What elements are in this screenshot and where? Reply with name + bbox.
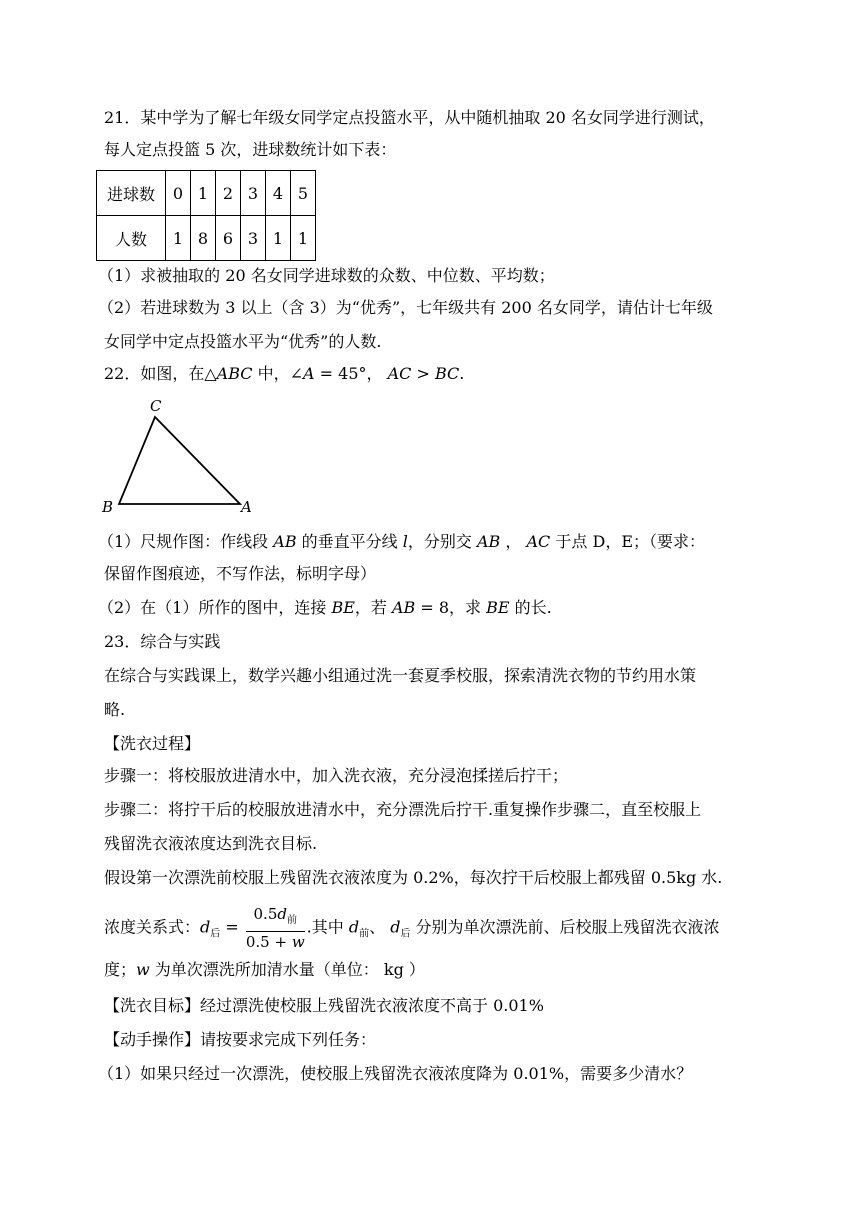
vertex-label-c: C [150,397,162,415]
table-header-people: 人数 [97,216,166,261]
q23-assumption: 假设第一次漂洗前校服上残留洗衣液浓度为 0.2%，每次拧干后校服上都残留 0.5kg 水. [104,868,723,887]
q22-part1a: （1）尺规作图：作线段 AB 的垂直平分线 l，分别交 AB ， AC 于点 D，E；（要求： [98,532,706,551]
table-cell: 8 [191,216,216,261]
q23-intro2: 略. [104,700,126,719]
q23-step2a: 步骤二：将拧干后的校服放进清水中，充分漂洗后拧干.重复操作步骤二，直至校服上 [104,800,702,819]
q21-part2a: （2）若进球数为 3 以上（含 3）为“优秀”，七年级共有 200 名女同学，请估计七年级 [98,298,713,317]
q23-step2b: 残留洗衣液浓度达到洗衣目标. [104,834,318,853]
q21-line2: 每人定点投篮 5 次，进球数统计如下表： [104,140,397,159]
table-cell: 1 [291,216,316,261]
table-cell: 4 [266,171,291,216]
table-cell: 0 [166,171,191,216]
score-table [96,170,316,261]
vertex-label-b: B [102,498,114,516]
q21-part1: （1）求被抽取的 20 名女同学进球数的众数、中位数、平均数； [98,266,555,285]
q23-intro1: 在综合与实践课上，数学兴趣小组通过洗一套夏季校服，探索清洗衣物的节约用水策 [104,666,697,685]
q23-formula-line2: 度；w 为单次漂洗所加清水量（单位： kg ） [104,960,425,979]
q22-part2: （2）在（1）所作的图中，连接 BE，若 AB = 8，求 BE 的长. [98,598,552,617]
q23-formula-line: 浓度关系式：$d_后$ = $\frac{0.5d_前}{0.5 + w}$ .其中 $d_前$、 $d_后$ 分别为单次漂洗前、后校服上残留洗衣液浓 [104,905,720,951]
table-header-goals: 进球数 [97,171,166,216]
vertex-label-a: A [241,498,252,516]
table-cell: 6 [216,216,241,261]
q22-part1b: 保留作图痕迹，不写作法，标明字母） [104,564,377,583]
q23-title: 23．综合与实践 [104,632,221,651]
q23-task-title: 【动手操作】请按要求完成下列任务： [104,1030,377,1049]
table-cell: 3 [241,216,266,261]
triangle-abc-figure [96,394,256,520]
q23-step1: 步骤一：将校服放进清水中，加入洗衣液，充分浸泡揉搓后拧干； [104,766,569,785]
q23-process-title: 【洗衣过程】 [104,734,201,753]
table-cell: 5 [291,171,316,216]
q23-task1: （1）如果只经过一次漂洗，使校服上残留洗衣液浓度降为 0.01%，需要多少清水？ [98,1064,693,1083]
table-cell: 1 [166,216,191,261]
table-cell: 1 [191,171,216,216]
triangle-abc [119,417,240,504]
table-cell: 3 [241,171,266,216]
q23-goal: 【洗衣目标】经过漂洗使校服上残留洗衣液浓度不高于 0.01% [104,996,544,1015]
table-cell: 1 [266,216,291,261]
table-cell: 2 [216,171,241,216]
q21-line1: 21．某中学为了解七年级女同学定点投篮水平，从中随机抽取 20 名女同学进行测试， [104,108,715,127]
q22-line1: 22．如图，在△ABC 中，∠A = 45°， AC > BC. [104,364,465,383]
table-row [97,171,316,216]
q21-part2b: 女同学中定点投篮水平为“优秀”的人数. [104,332,382,351]
concentration-fraction: $\frac{0.5d_前}{0.5 + w}$ [245,905,305,951]
table-row [97,216,316,261]
